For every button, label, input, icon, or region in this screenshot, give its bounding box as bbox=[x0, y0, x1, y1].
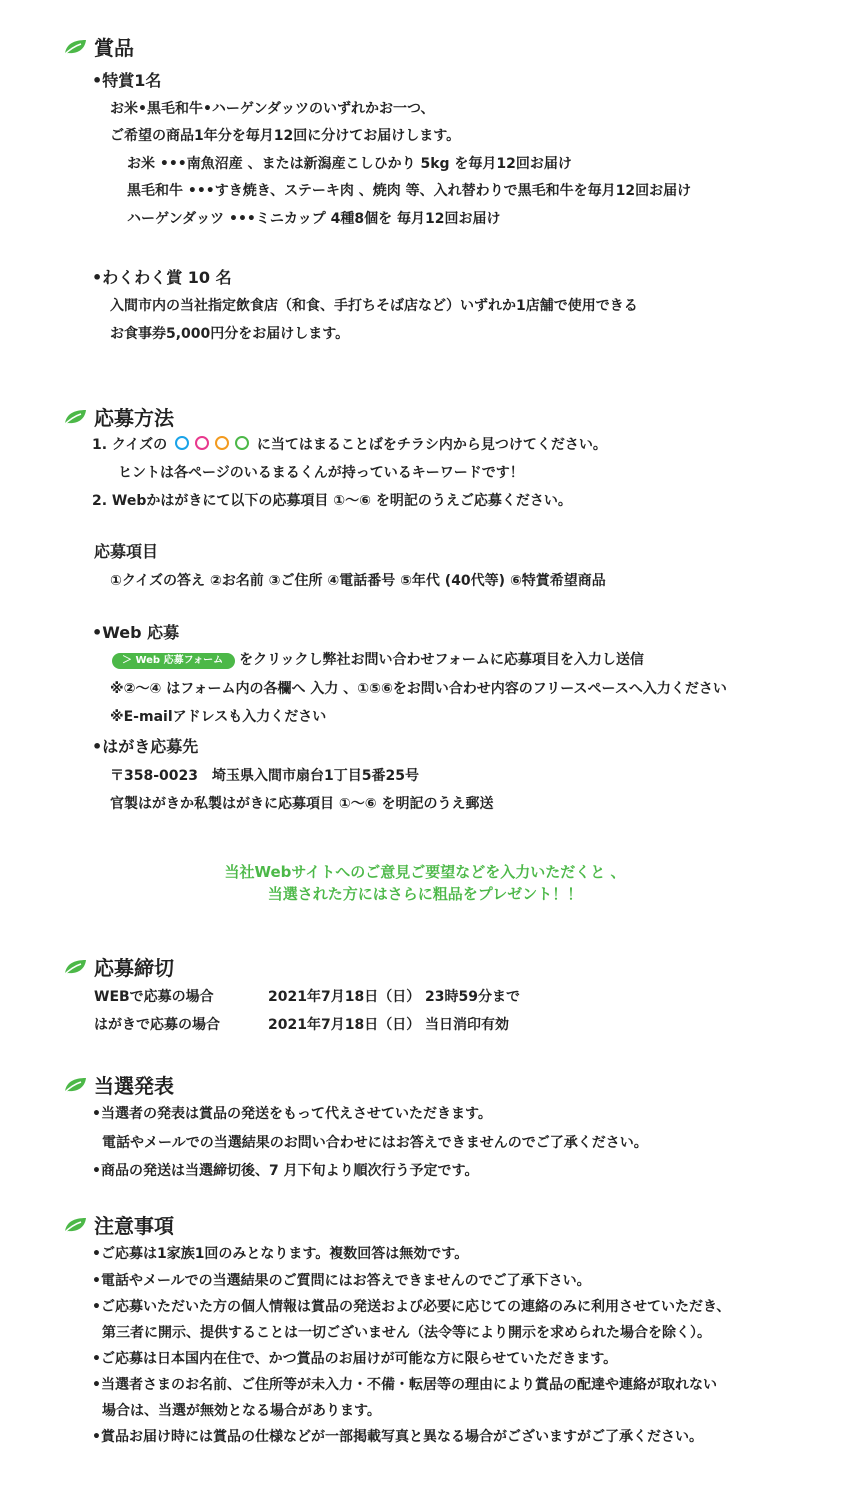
web-entry-text: をクリックし弊社お問い合わせフォームに応募項目を入力し送信 bbox=[239, 652, 644, 668]
section-heading-prize: 賞品 bbox=[94, 36, 134, 60]
note-line: •ご応募は1家族1回のみとなります。複数回答は無効です。 bbox=[92, 1246, 469, 1262]
postcard-address: 〒358-0023 埼玉県入間市扇台1丁目5番25号 bbox=[110, 768, 419, 784]
web-form-button[interactable]: ＞ Web 応募フォーム bbox=[112, 653, 235, 669]
step-1 bbox=[92, 436, 607, 454]
entry-items-line: ①クイズの答え ②お名前 ③ご住所 ④電話番号 ⑤年代 (40代等) ⑥特賞希望商品 bbox=[110, 573, 606, 589]
step-1-hint: ヒントは各ページのいるまるくんが持っているキーワードです！ bbox=[118, 465, 524, 481]
leaf-icon bbox=[62, 958, 88, 976]
leaf-icon bbox=[62, 38, 88, 56]
leaf-icon bbox=[62, 1216, 88, 1234]
section-heading-notes: 注意事項 bbox=[94, 1214, 174, 1238]
special-prize-item: お米 •••南魚沼産 、または新潟産こしひかり 5kg を毎月12回お届け bbox=[127, 156, 572, 172]
step-1-text-a: 1. クイズの bbox=[92, 437, 168, 453]
waku-prize-line: お食事券5,000円分をお届けします。 bbox=[110, 326, 350, 342]
postcard-line: 官製はがきか私製はがきに応募項目 ①〜⑥ を明記のうえ郵送 bbox=[110, 796, 494, 812]
leaf-icon bbox=[62, 408, 88, 426]
blank-circle-icon bbox=[175, 436, 189, 450]
web-entry-title: •Web 応募 bbox=[92, 623, 180, 642]
waku-prize-line: 入間市内の当社指定飲食店（和食、手打ちそば店など）いずれか1店舗で使用できる bbox=[110, 298, 638, 314]
special-prize-item: 黒毛和牛 •••すき焼き、ステーキ肉 、焼肉 等、入れ替わりで黒毛和牛を毎月12回お届け bbox=[127, 183, 692, 199]
deadline-value: 2021年7月18日（日） 23時59分まで bbox=[268, 989, 521, 1005]
web-entry-note: ※②〜④ はフォーム内の各欄へ 入力 、①⑤⑥をお問い合わせ内容のフリースペースへ入力ください bbox=[110, 681, 727, 697]
section-heading-method: 応募方法 bbox=[94, 406, 174, 430]
blank-circle-icon bbox=[235, 436, 249, 450]
note-line: 第三者に開示、提供することは一切ございません（法令等により開示を求められた場合を除く）。 bbox=[102, 1325, 711, 1341]
note-line: •ご応募いただいた方の個人情報は賞品の発送および必要に応じての連絡のみに利用させていただき、 bbox=[92, 1299, 731, 1315]
section-heading-announce: 当選発表 bbox=[94, 1074, 174, 1098]
present-message: 当選された方にはさらに粗品をプレゼント！！ bbox=[267, 885, 583, 903]
special-prize-item: ハーゲンダッツ •••ミニカップ 4種8個を 毎月12回お届け bbox=[127, 211, 501, 227]
postcard-title: •はがき応募先 bbox=[92, 737, 199, 756]
announce-line: 電話やメールでの当選結果のお問い合わせにはお答えできませんのでご了承ください。 bbox=[102, 1135, 648, 1151]
special-prize-line: お米•黒毛和牛•ハーゲンダッツのいずれかお一つ、 bbox=[110, 101, 435, 117]
entry-items-title: 応募項目 bbox=[94, 542, 159, 561]
blank-circle-icon bbox=[195, 436, 209, 450]
step-1-text-b: に当てはまることばをチラシ内から見つけてください。 bbox=[256, 437, 607, 453]
web-entry-note: ※E-mailアドレスも入力ください bbox=[110, 709, 327, 725]
step-2: 2. Webかはがきにて以下の応募項目 ①〜⑥ を明記のうえご応募ください。 bbox=[92, 493, 572, 509]
section-heading-deadline: 応募締切 bbox=[94, 956, 174, 980]
note-line: •電話やメールでの当選結果のご質問にはお答えできませんのでご了承下さい。 bbox=[92, 1273, 591, 1289]
deadline-label: WEBで応募の場合 bbox=[94, 989, 214, 1005]
deadline-label: はがきで応募の場合 bbox=[94, 1017, 220, 1033]
present-message: 当社Webサイトへのご意見ご要望などを入力いただくと 、 bbox=[224, 863, 626, 881]
note-line: 場合は、当選が無効となる場合があります。 bbox=[102, 1403, 381, 1419]
note-line: •ご応募は日本国内在住で、かつ賞品のお届けが可能な方に限らせていただきます。 bbox=[92, 1351, 618, 1367]
deadline-value: 2021年7月18日（日） 当日消印有効 bbox=[268, 1017, 510, 1033]
blank-circle-icon bbox=[215, 436, 229, 450]
note-line: •賞品お届け時には賞品の仕様などが一部掲載写真と異なる場合がございますがご了承ください。 bbox=[92, 1429, 703, 1445]
note-line: •当選者さまのお名前、ご住所等が未入力・不備・転居等の理由により賞品の配達や連絡が取れない bbox=[92, 1377, 717, 1393]
waku-prize-title: •わくわく賞 10 名 bbox=[92, 268, 232, 287]
special-prize-line: ご希望の商品1年分を毎月12回に分けてお届けします。 bbox=[110, 128, 461, 144]
announce-line: •当選者の発表は賞品の発送をもって代えさせていただきます。 bbox=[92, 1106, 492, 1122]
special-prize-title: •特賞1名 bbox=[92, 71, 162, 90]
announce-line: •商品の発送は当選締切後、7 月下旬より順次行う予定です。 bbox=[92, 1163, 479, 1179]
leaf-icon bbox=[62, 1076, 88, 1094]
web-entry-line bbox=[112, 651, 644, 669]
